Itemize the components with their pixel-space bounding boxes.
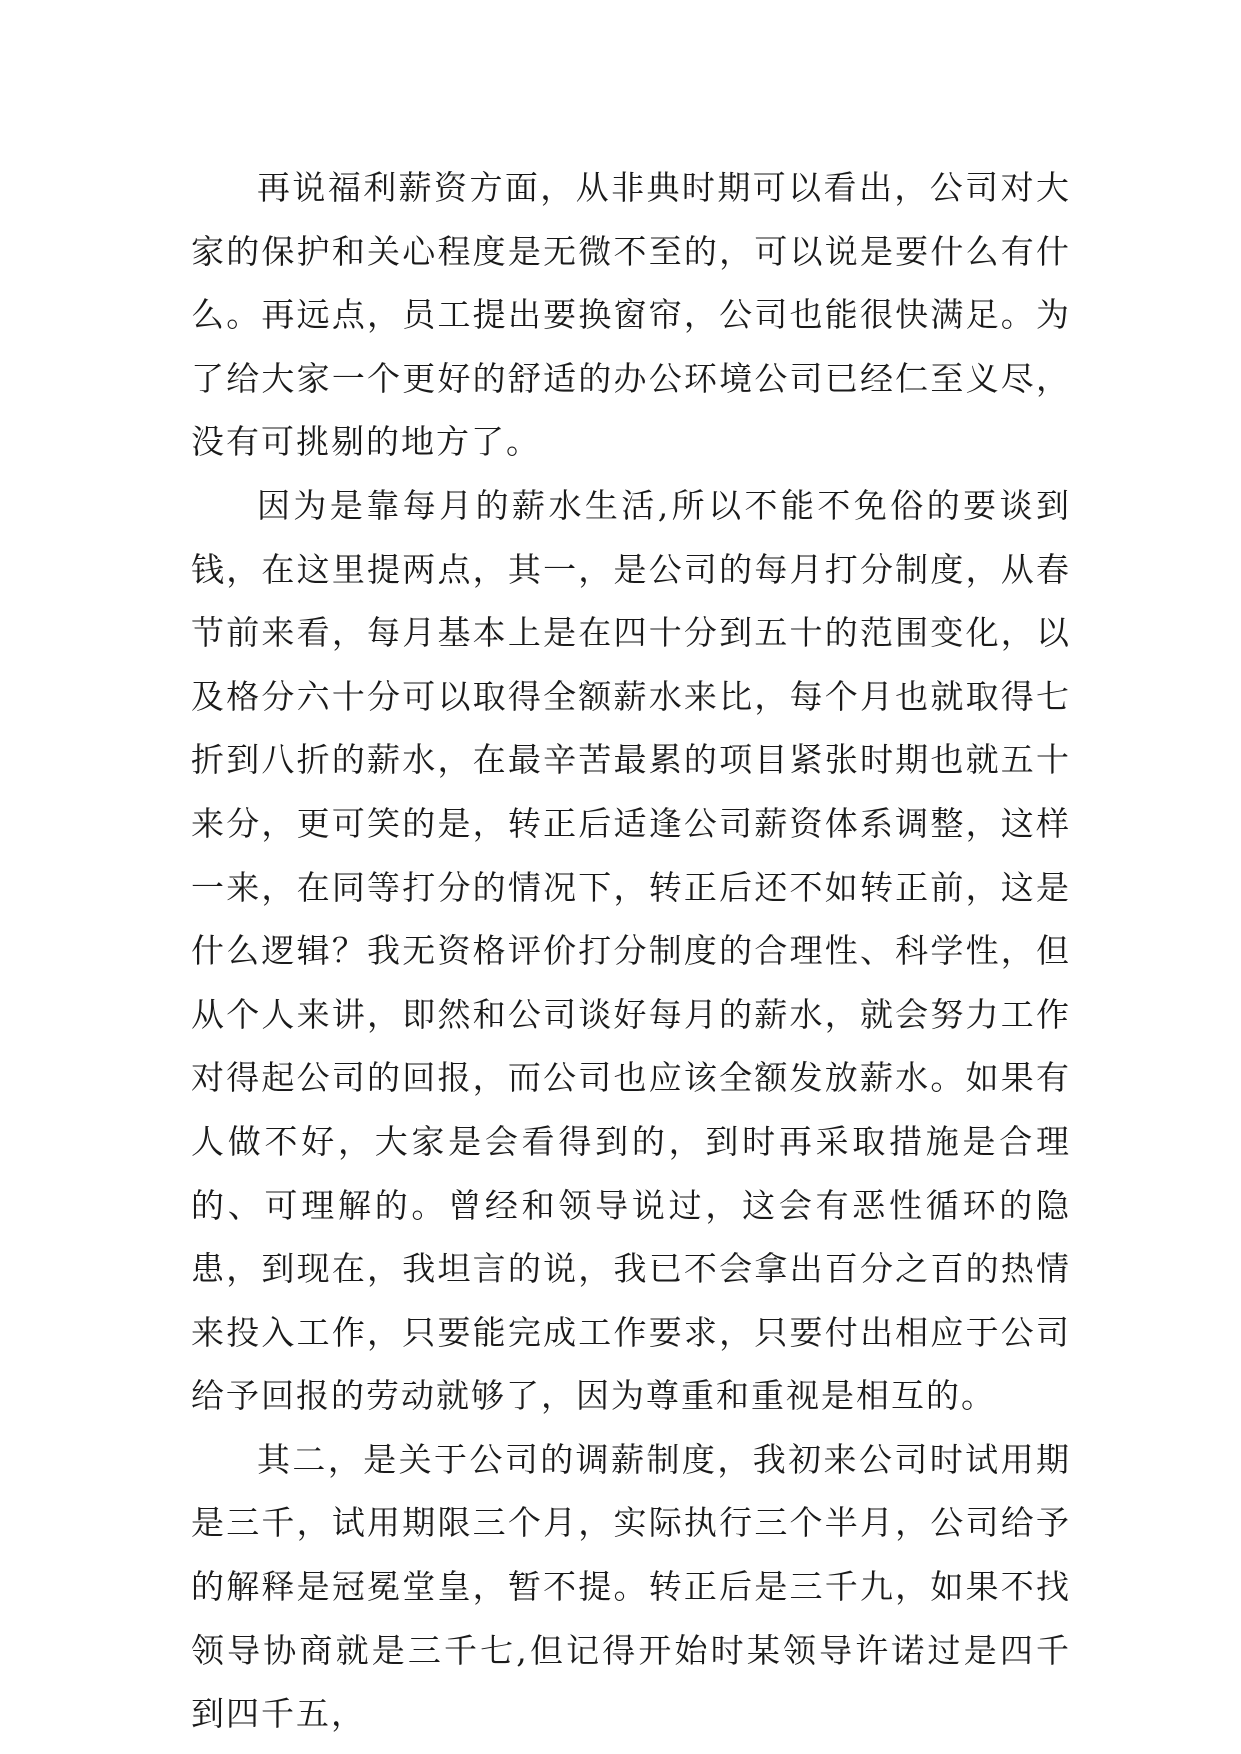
paragraph-monthly-scoring: 因为是靠每月的薪水生活,所以不能不免俗的要谈到钱，在这里提两点，其一，是公司的每月打分制度，从春节前来看，每月基本上是在四十分到五十的范围变化，以及格分六十分可以取得全额薪水来比，每个月也就取得七折到八折的薪水，在最辛苦最累的项目紧张时期也就五十来分，更可笑的是，转正后适逢公司薪资体系调整，这样一来，在同等打分的情况下，转正后还不如转正前，这是什么逻辑？我无资格评价打分制度的合理性、科学性，但从个人来讲，即然和公司谈好每月的薪水，就会努力工作对得起公司的回报，而公司也应该全额发放薪水。如果有人做不好，大家是会看得到的，到时再采取措施是合理的、可理解的。曾经和领导说过，这会有恶性循环的隐患，到现在，我坦言的说，我已不会拿出百分之百的热情来投入工作，只要能完成工作要求，只要付出相应于公司给予回报的劳动就够了，因为尊重和重视是相互的。 [191, 485, 1071, 1416]
paragraph-welfare-salary: 再说福利薪资方面，从非典时期可以看出，公司对大家的保护和关心程度是无微不至的，可以说是要什么有什么。再远点，员工提出要换窗帘，公司也能很快满足。为了给大家一个更好的舒适的办公环境公司已经仁至义尽，没有可挑剔的地方了。 [191, 168, 1071, 462]
document-body [191, 156, 1071, 1746]
paragraph-salary-adjustment: 其二，是关于公司的调薪制度，我初来公司时试用期是三千，试用期限三个月，实际执行三个半月，公司给予的解释是冠冕堂皇，暂不提。转正后是三千九，如果不找领导协商就是三千七,但记得开始时某领导许诺过是四千到四千五， [191, 1439, 1071, 1734]
